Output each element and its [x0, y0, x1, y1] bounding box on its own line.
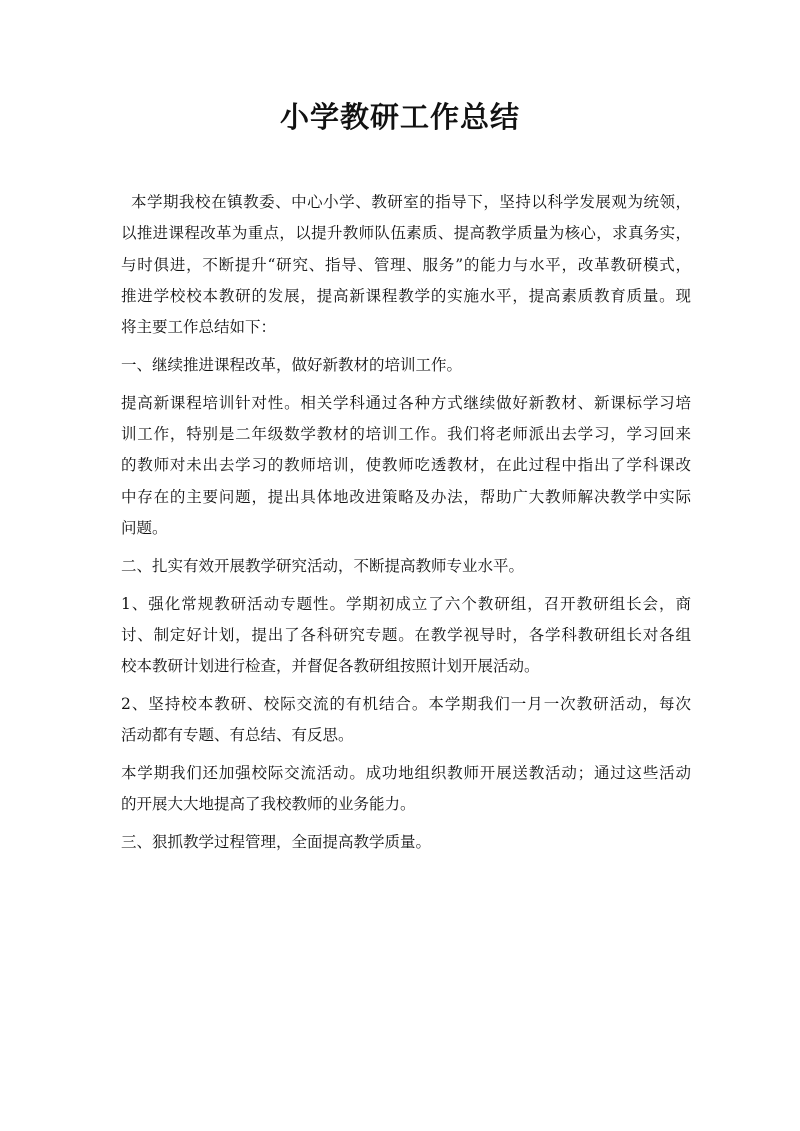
- paragraph-line: 问题。: [121, 518, 168, 537]
- paragraph-line: 训工作，特别是二年级数学教材的培训工作。我们将老师派出去学习，学习回来: [121, 425, 691, 444]
- section-heading-2: 二、扎实有效开展教学研究活动，不断提高教师专业水平。: [121, 556, 525, 575]
- section-heading-1: 一、继续推进课程改革，做好新教材的培训工作。: [121, 355, 463, 374]
- document-body: [121, 187, 691, 858]
- document-title: 小学教研工作总结: [279, 100, 520, 134]
- paragraph-line: 的开展大大地提高了我校教师的业务能力。: [121, 795, 416, 814]
- paragraph-line: 提高新课程培训针对性。相关学科通过各种方式继续做好新教材、新课标学习培: [121, 393, 691, 412]
- paragraph-line: 中存在的主要问题，提出具体地改进策略及办法，帮助广大教师解决教学中实际: [121, 487, 691, 506]
- paragraph-line: 以推进课程改革为重点，以提升教师队伍素质、提高教学质量为核心，求真务实，: [121, 224, 691, 243]
- paragraph-line: 本学期我校在镇教委、中心小学、教研室的指导下，坚持以科学发展观为统领，: [131, 193, 691, 211]
- paragraph-line: 1、强化常规教研活动专题性。学期初成立了六个教研组，召开教研组长会，商: [121, 594, 691, 613]
- paragraph-line: 本学期我们还加强校际交流活动。成功地组织教师开展送教活动；通过这些活动: [121, 764, 691, 783]
- paragraph-line: 2、坚持校本教研、校际交流的有机结合。本学期我们一月一次教研活动，每次: [121, 694, 691, 713]
- paragraph-line: 校本教研计划进行检查，并督促各教研组按照计划开展活动。: [121, 657, 540, 676]
- paragraph-line: 将主要工作总结如下：: [121, 318, 277, 337]
- paragraph-line: 推进学校校本教研的发展，提高新课程教学的实施水平，提高素质教育质量。现: [121, 286, 691, 305]
- section-heading-3: 三、狠抓教学过程管理，全面提高教学质量。: [121, 833, 432, 852]
- paragraph-line: 与时俱进，不断提升“研究、指导、管理、服务”的能力与水平，改革教研模式，: [121, 255, 691, 274]
- paragraph-line: 的教师对未出去学习的教师培训，使教师吃透教材，在此过程中指出了学科课改: [121, 456, 691, 475]
- paragraph-line: 活动都有专题、有总结、有反思。: [121, 726, 354, 745]
- paragraph-line: 讨、制定好计划，提出了各科研究专题。在教学视导时，各学科教研组长对各组: [121, 625, 691, 644]
